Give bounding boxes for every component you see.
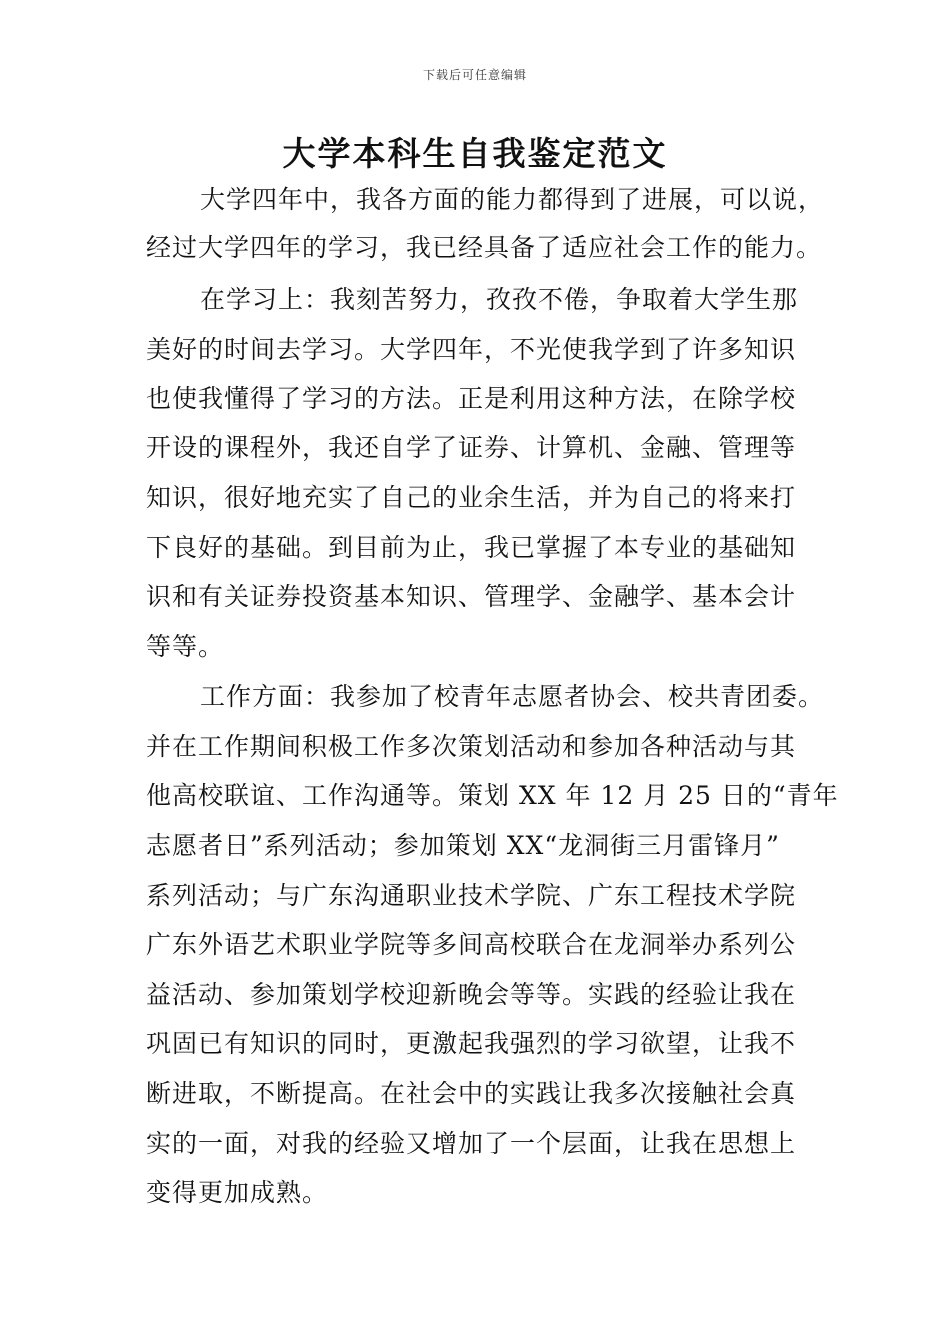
paragraph-2-line-5: 知识，很好地充实了自己的业余生活，并为自己的将来打	[146, 483, 797, 512]
paragraph-3-line-2: 并在工作期间积极工作多次策划活动和参加各种活动与其	[146, 732, 797, 761]
paragraph-3-line-10: 实的一面，对我的经验又增加了一个层面，让我在思想上	[146, 1129, 797, 1158]
paragraph-2-line-2: 美好的时间去学习。大学四年，不光使我学到了许多知识	[146, 335, 797, 364]
paragraph-3-line-7: 益活动、参加策划学校迎新晚会等等。实践的经验让我在	[146, 980, 797, 1009]
paragraph-3-line-9: 断进取，不断提高。在社会中的实践让我多次接触社会真	[146, 1079, 797, 1108]
page-header-note: 下载后可任意编辑	[422, 68, 527, 82]
paragraph-3-line-1: 工作方面：我参加了校青年志愿者协会、校共青团委。	[200, 682, 825, 711]
paragraph-2-line-1: 在学习上：我刻苦努力，孜孜不倦，争取着大学生那	[200, 285, 799, 314]
paragraph-3-line-6: 广东外语艺术职业学院等多间高校联合在龙洞举办系列公	[146, 930, 797, 959]
paragraph-2-line-6: 下良好的基础。到目前为止，我已掌握了本专业的基础知	[146, 533, 797, 562]
document-title: 大学本科生自我鉴定范文	[282, 134, 668, 173]
paragraph-2-line-8: 等等。	[146, 632, 225, 661]
paragraph-2-line-7: 识和有关证券投资基本知识、管理学、金融学、基本会计	[146, 582, 797, 611]
paragraph-1-line-1: 大学四年中，我各方面的能力都得到了进展，可以说，	[200, 185, 825, 214]
paragraph-1-line-2: 经过大学四年的学习，我已经具备了适应社会工作的能力。	[146, 233, 823, 262]
paragraph-2-line-4: 开设的课程外，我还自学了证券、计算机、金融、管理等	[146, 433, 797, 462]
paragraph-3-line-3: 他高校联谊、工作沟通等。策划 XX 年 12 月 25 日的“青年	[146, 781, 839, 810]
paragraph-3-line-4: 志愿者日”系列活动；参加策划 XX“龙洞街三月雷锋月”	[146, 831, 780, 860]
paragraph-3-line-8: 巩固已有知识的同时，更激起我强烈的学习欲望，让我不	[146, 1029, 797, 1058]
paragraph-3-line-11: 变得更加成熟。	[146, 1178, 329, 1207]
paragraph-3-line-5: 系列活动；与广东沟通职业技术学院、广东工程技术学院	[146, 881, 797, 910]
paragraph-2-line-3: 也使我懂得了学习的方法。正是利用这种方法，在除学校	[146, 384, 797, 413]
